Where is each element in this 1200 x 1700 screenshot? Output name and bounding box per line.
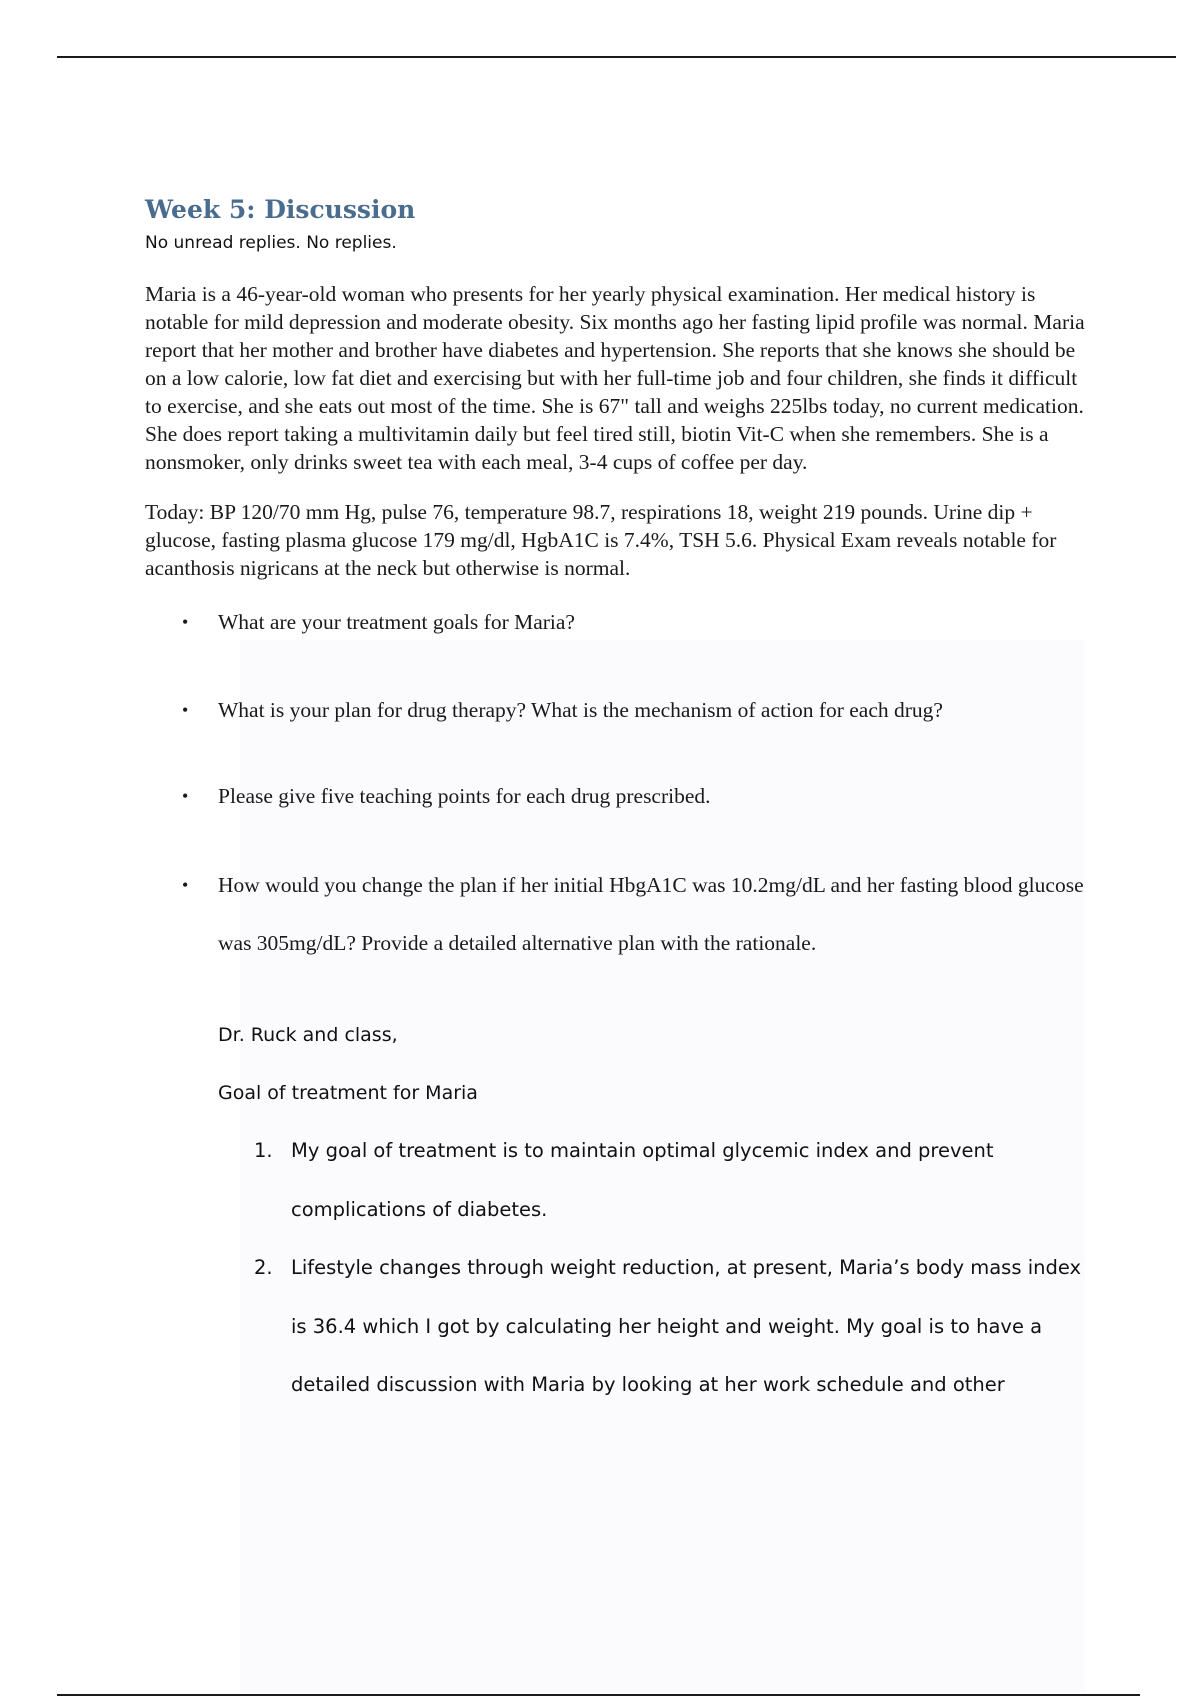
goal-item [218,1239,1091,1415]
response-heading: Goal of treatment for Maria [218,1082,478,1104]
page-bottom-rule [57,1694,1140,1696]
page-top-rule [57,56,1176,58]
question-text: What is your plan for drug therapy? What is the mechanism of action for each drug? [218,698,943,722]
response-greeting: Dr. Ruck and class, [218,1024,398,1046]
question-item [145,608,1100,636]
question-item [145,782,1100,810]
question-text: What are your treatment goals for Maria? [218,610,575,634]
goal-number: 1. [254,1139,273,1162]
reply-status: No unread replies. No replies. [145,233,397,253]
document-body [145,192,1100,1415]
response-section [218,1006,1100,1415]
goal-number: 2. [254,1256,273,1279]
bullet-icon: • [182,786,189,806]
question-item [145,856,1100,972]
goal-text: Lifestyle changes through weight reduction, at present, Maria’s body mass index is 36.4 which I got by calculating her height and weight. My goal is to have a detailed discussion with Maria by looking at her work schedule and other [291,1256,1082,1396]
goal-text: My goal of treatment is to maintain optimal glycemic index and prevent complications of diabetes. [291,1139,994,1221]
bullet-icon: • [182,612,189,632]
vitals-paragraph: Today: BP 120/70 mm Hg, pulse 76, temperature 98.7, respirations 18, weight 219 pounds. Urine dip + glucose, fasting plasma glucose 179 mg/dl, HgbA1C is 7.4%, TSH 5.6. Physical Exam reveals notable for acanthosis nigricans at the neck but otherwise is normal. [145,500,1057,580]
bullet-icon: • [182,700,189,720]
question-text: Please give five teaching points for each drug prescribed. [218,784,711,808]
question-list [145,608,1100,972]
goal-item [218,1122,1091,1239]
goals-list [218,1122,1100,1415]
page-title: Week 5: Discussion [145,195,416,224]
bullet-icon: • [182,875,189,895]
question-text: How would you change the plan if her initial HbgA1C was 10.2mg/dL and her fasting blood glucose was 305mg/dL? Provide a detailed alternative plan with the rationale. [218,873,1084,955]
question-item [145,696,1100,724]
case-paragraph: Maria is a 46-year-old woman who presents for her yearly physical examination. Her medical history is notable for mild depression and moderate obesity. Six months ago her fasting lipid profile was normal. Maria report that her mother and brother have diabetes and hypertension. She reports that she knows she should be on a low calorie, low fat diet and exercising but with her full-time job and four children, she finds it difficult to exercise, and she eats out most of the time. She is 67" tall and weighs 225lbs today, no current medication. She does report taking a multivitamin daily but feel tired still, biotin Vit-C when she remembers. She is a nonsmoker, only drinks sweet tea with each meal, 3-4 cups of coffee per day. [145,282,1085,474]
